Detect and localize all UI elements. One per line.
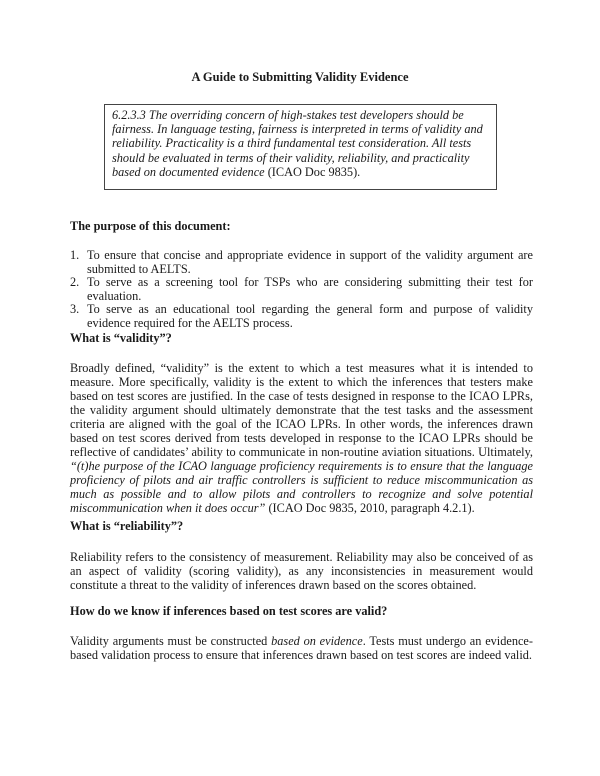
reliability-paragraph: Reliability refers to the consistency of measurement. Reliability may also be conceived of as an aspect of validity (scoring validity), as any inconsistencies in measurement would constitute a threat to the validity of inferences drawn based on the scores obtained. — [70, 550, 533, 592]
quote-text — [112, 108, 493, 179]
validity-section — [70, 331, 533, 515]
list-item: 1. To ensure that concise and appropriate evidence in support of the validity argument are submitted to AELTS. — [70, 248, 533, 276]
quote-citation: (ICAO Doc 9835). — [264, 164, 361, 179]
quote-italic-text: 6.2.3.3 The overriding concern of high-stakes test developers should be fairness. In language testing, fairness is interpreted in terms of validity and reliability. Practicality is a third fundamental test consideration. All tests should be evaluated in terms of their validity, reliability, and practicality based on documented evidence — [112, 108, 483, 179]
purpose-section — [70, 219, 533, 330]
purpose-list — [70, 249, 533, 330]
list-item: 2. To serve as a screening tool for TSPs who are considering submitting their test for evaluation. — [70, 275, 533, 303]
purpose-heading: The purpose of this document: — [70, 219, 231, 233]
document-title: A Guide to Submitting Validity Evidence — [191, 70, 409, 84]
icao-quote: “(t)he purpose of the ICAO language proficiency requirements is to ensure that the language proficiency of pilots and air traffic controllers is sufficient to reduce miscommunication as much as possible and to allow pilots and controllers to recognize and solve potential miscommunication when it does occur” — [70, 459, 533, 515]
inferences-heading: How do we know if inferences based on test scores are valid? — [70, 604, 388, 618]
inferences-section — [70, 604, 533, 662]
validity-heading: What is “validity”? — [70, 331, 172, 345]
reliability-section — [70, 519, 533, 592]
inferences-paragraph: Validity arguments must be constructed based on evidence. Tests must undergo an evidence-based validation process to ensure that inferences drawn based on test scores are indeed valid. — [70, 634, 533, 662]
validity-paragraph: Broadly defined, “validity” is the extent to which a test measures what it is intended to measure. More specifically, validity is the extent to which the inferences that testers make based on test scores are justified. In the case of tests designed in response to the ICAO LPRs, the validity argument should ultimately demonstrate that the test tasks and the assessment criteria are aligned with the goal of the ICAO LPRs. In other words, the inferences drawn based on test scores derived from tests developed in response to the ICAO LPRs should be reflective of candidates’ ability to communicate in non-routine aviation situations. Ultimately, “(t)he purpose of the ICAO language proficiency requirements is to ensure that the language proficiency of pilots and air traffic controllers is sufficient to reduce miscommunication as much as possible and to allow pilots and controllers to recognize and solve potential miscommunication when it does occur” (ICAO Doc 9835, 2010, paragraph 4.2.1). — [70, 361, 533, 515]
icao-quote-box — [104, 104, 497, 190]
reliability-heading: What is “reliability”? — [70, 519, 184, 533]
list-item: 3. To serve as an educational tool regarding the general form and purpose of validity evidence required for the AELTS process. — [70, 302, 533, 330]
